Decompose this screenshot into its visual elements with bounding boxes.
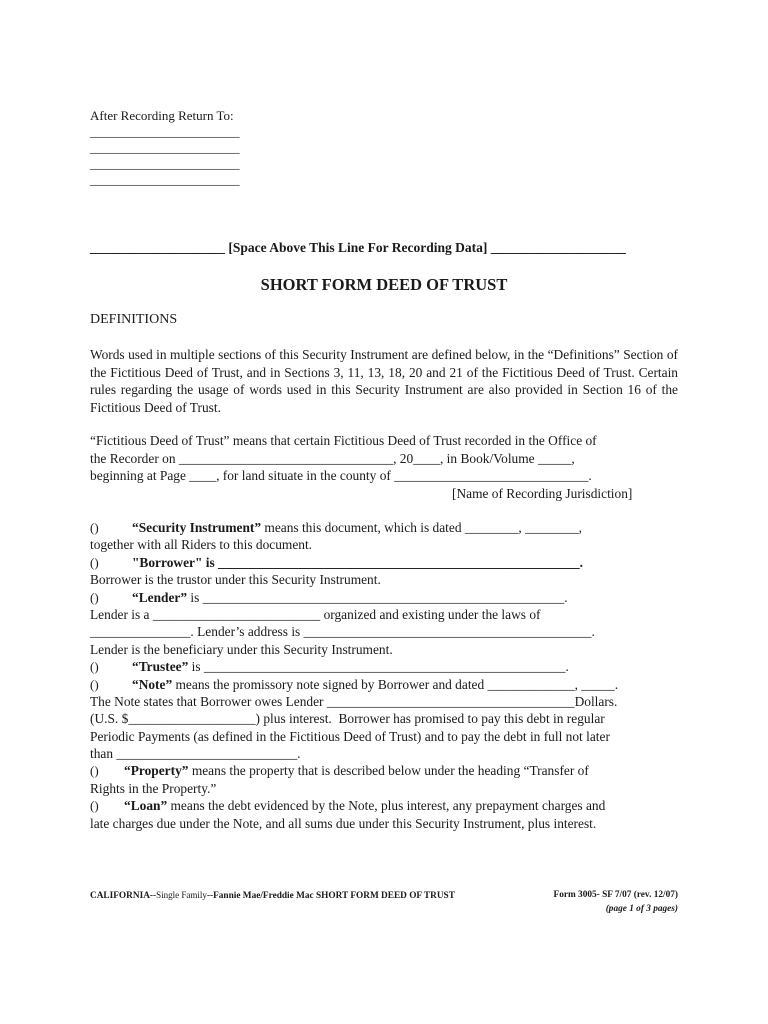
footer-page-number: (page 1 of 3 pages) [605, 904, 678, 914]
term-security-instrument: “Security Instrument” [132, 520, 262, 535]
footer-sep: -- [149, 891, 157, 901]
term-trustee: “Trustee” [132, 659, 189, 675]
item-text: means the promissory note signed by Borrower and dated _____________, _____. [172, 676, 619, 692]
item-continuation: Lender is the beneficiary under this Security Instrument. [90, 641, 393, 657]
list-item [90, 554, 680, 571]
item-marker: () [90, 676, 99, 692]
item-marker: () [90, 798, 99, 814]
item-continuation: than ___________________________. [90, 746, 301, 762]
intro-paragraph: Words used in multiple sections of this Security Instrument are defined below, in the “Definitions” Section of the Fictitious Deed of Trust, and in Sections 3, 11, 13, 18, 20 and 21 of the Fictitious Deed of Trust. Certain rules regarding the usage of words used in this Security Instrument are also provided in Section 16 of the Fictitious Deed of Trust. [90, 347, 678, 415]
item-text: means the property that is described below under the heading “Transfer of [188, 763, 589, 779]
definition-items [90, 519, 680, 832]
recording-data-line: ____________________ [Space Above This Line For Recording Data] ____________________ [90, 240, 626, 255]
term-note: “Note” [132, 676, 173, 692]
item-text: means this document, which is dated ________, ________, [261, 520, 583, 535]
term-lender: “Lender” [132, 589, 188, 605]
item-continuation: together with all Riders to this document. [90, 537, 313, 553]
list-item [90, 658, 680, 675]
list-item [90, 676, 680, 693]
jurisdiction-caption: [Name of Recording Jurisdiction] [452, 486, 633, 501]
footer-form-number: Form 3005- SF 7/07 (rev. 12/07) [553, 890, 678, 900]
item-continuation: The Note states that Borrower owes Lender _____________________________________Dollars. [90, 693, 618, 709]
list-item [90, 762, 680, 779]
term-property: “Property” [124, 763, 189, 779]
list-item [90, 519, 680, 536]
return-line: _______________________ [90, 140, 240, 155]
item-text: means the debt evidenced by the Note, plus interest, any prepayment charges and [167, 798, 606, 814]
item-continuation: late charges due under the Note, and all sums due under this Security Instrument, plus interest. [90, 815, 597, 831]
definitions-heading: DEFINITIONS [90, 312, 178, 327]
item-continuation: Rights in the Property.” [90, 780, 217, 796]
item-marker: () [90, 520, 99, 535]
list-item [90, 589, 680, 606]
item-continuation: _______________. Lender’s address is ___________________________________________. [90, 624, 595, 640]
footer-agency: Fannie Mae/Freddie Mac [213, 891, 314, 901]
footer-form-title [90, 890, 455, 901]
footer-doc-name: SHORT FORM DEED OF TRUST [313, 891, 455, 901]
return-heading: After Recording Return To: [90, 108, 234, 123]
footer-sep: -- [206, 891, 214, 901]
fictitious-line-2: the Recorder on ________________________________, 20____, in Book/Volume _____, [90, 451, 575, 466]
term-loan: “Loan” [124, 798, 168, 814]
item-continuation: Periodic Payments (as defined in the Fictitious Deed of Trust) and to pay the debt in full not later [90, 728, 610, 744]
return-address-block [90, 108, 240, 188]
item-continuation: Borrower is the trustor under this Security Instrument. [90, 572, 381, 588]
item-marker: () [90, 589, 99, 605]
fictitious-line-1: “Fictitious Deed of Trust” means that certain Fictitious Deed of Trust recorded in the Office of [90, 433, 597, 448]
return-line: _______________________ [90, 156, 240, 171]
item-marker: () [90, 659, 99, 675]
item-continuation: Lender is a _________________________ organized and existing under the laws of [90, 606, 541, 622]
list-item [90, 797, 680, 814]
return-line: _______________________ [90, 124, 240, 139]
return-line: _______________________ [90, 172, 240, 187]
document-title: SHORT FORM DEED OF TRUST [260, 275, 508, 294]
footer-family: Single Family [156, 890, 207, 900]
fictitious-line-3: beginning at Page ____, for land situate in the county of _____________________________. [90, 468, 592, 483]
term-borrower: "Borrower" is ______________________________________________________. [132, 554, 583, 570]
item-text: is ______________________________________________________. [188, 659, 569, 675]
item-marker: () [90, 554, 99, 570]
item-continuation: (U.S. $___________________) plus interest. Borrower has promised to pay this debt in regular [90, 711, 605, 727]
item-text: is ______________________________________________________. [187, 589, 568, 605]
footer-state: CALIFORNIA [90, 891, 150, 901]
item-marker: () [90, 763, 99, 779]
